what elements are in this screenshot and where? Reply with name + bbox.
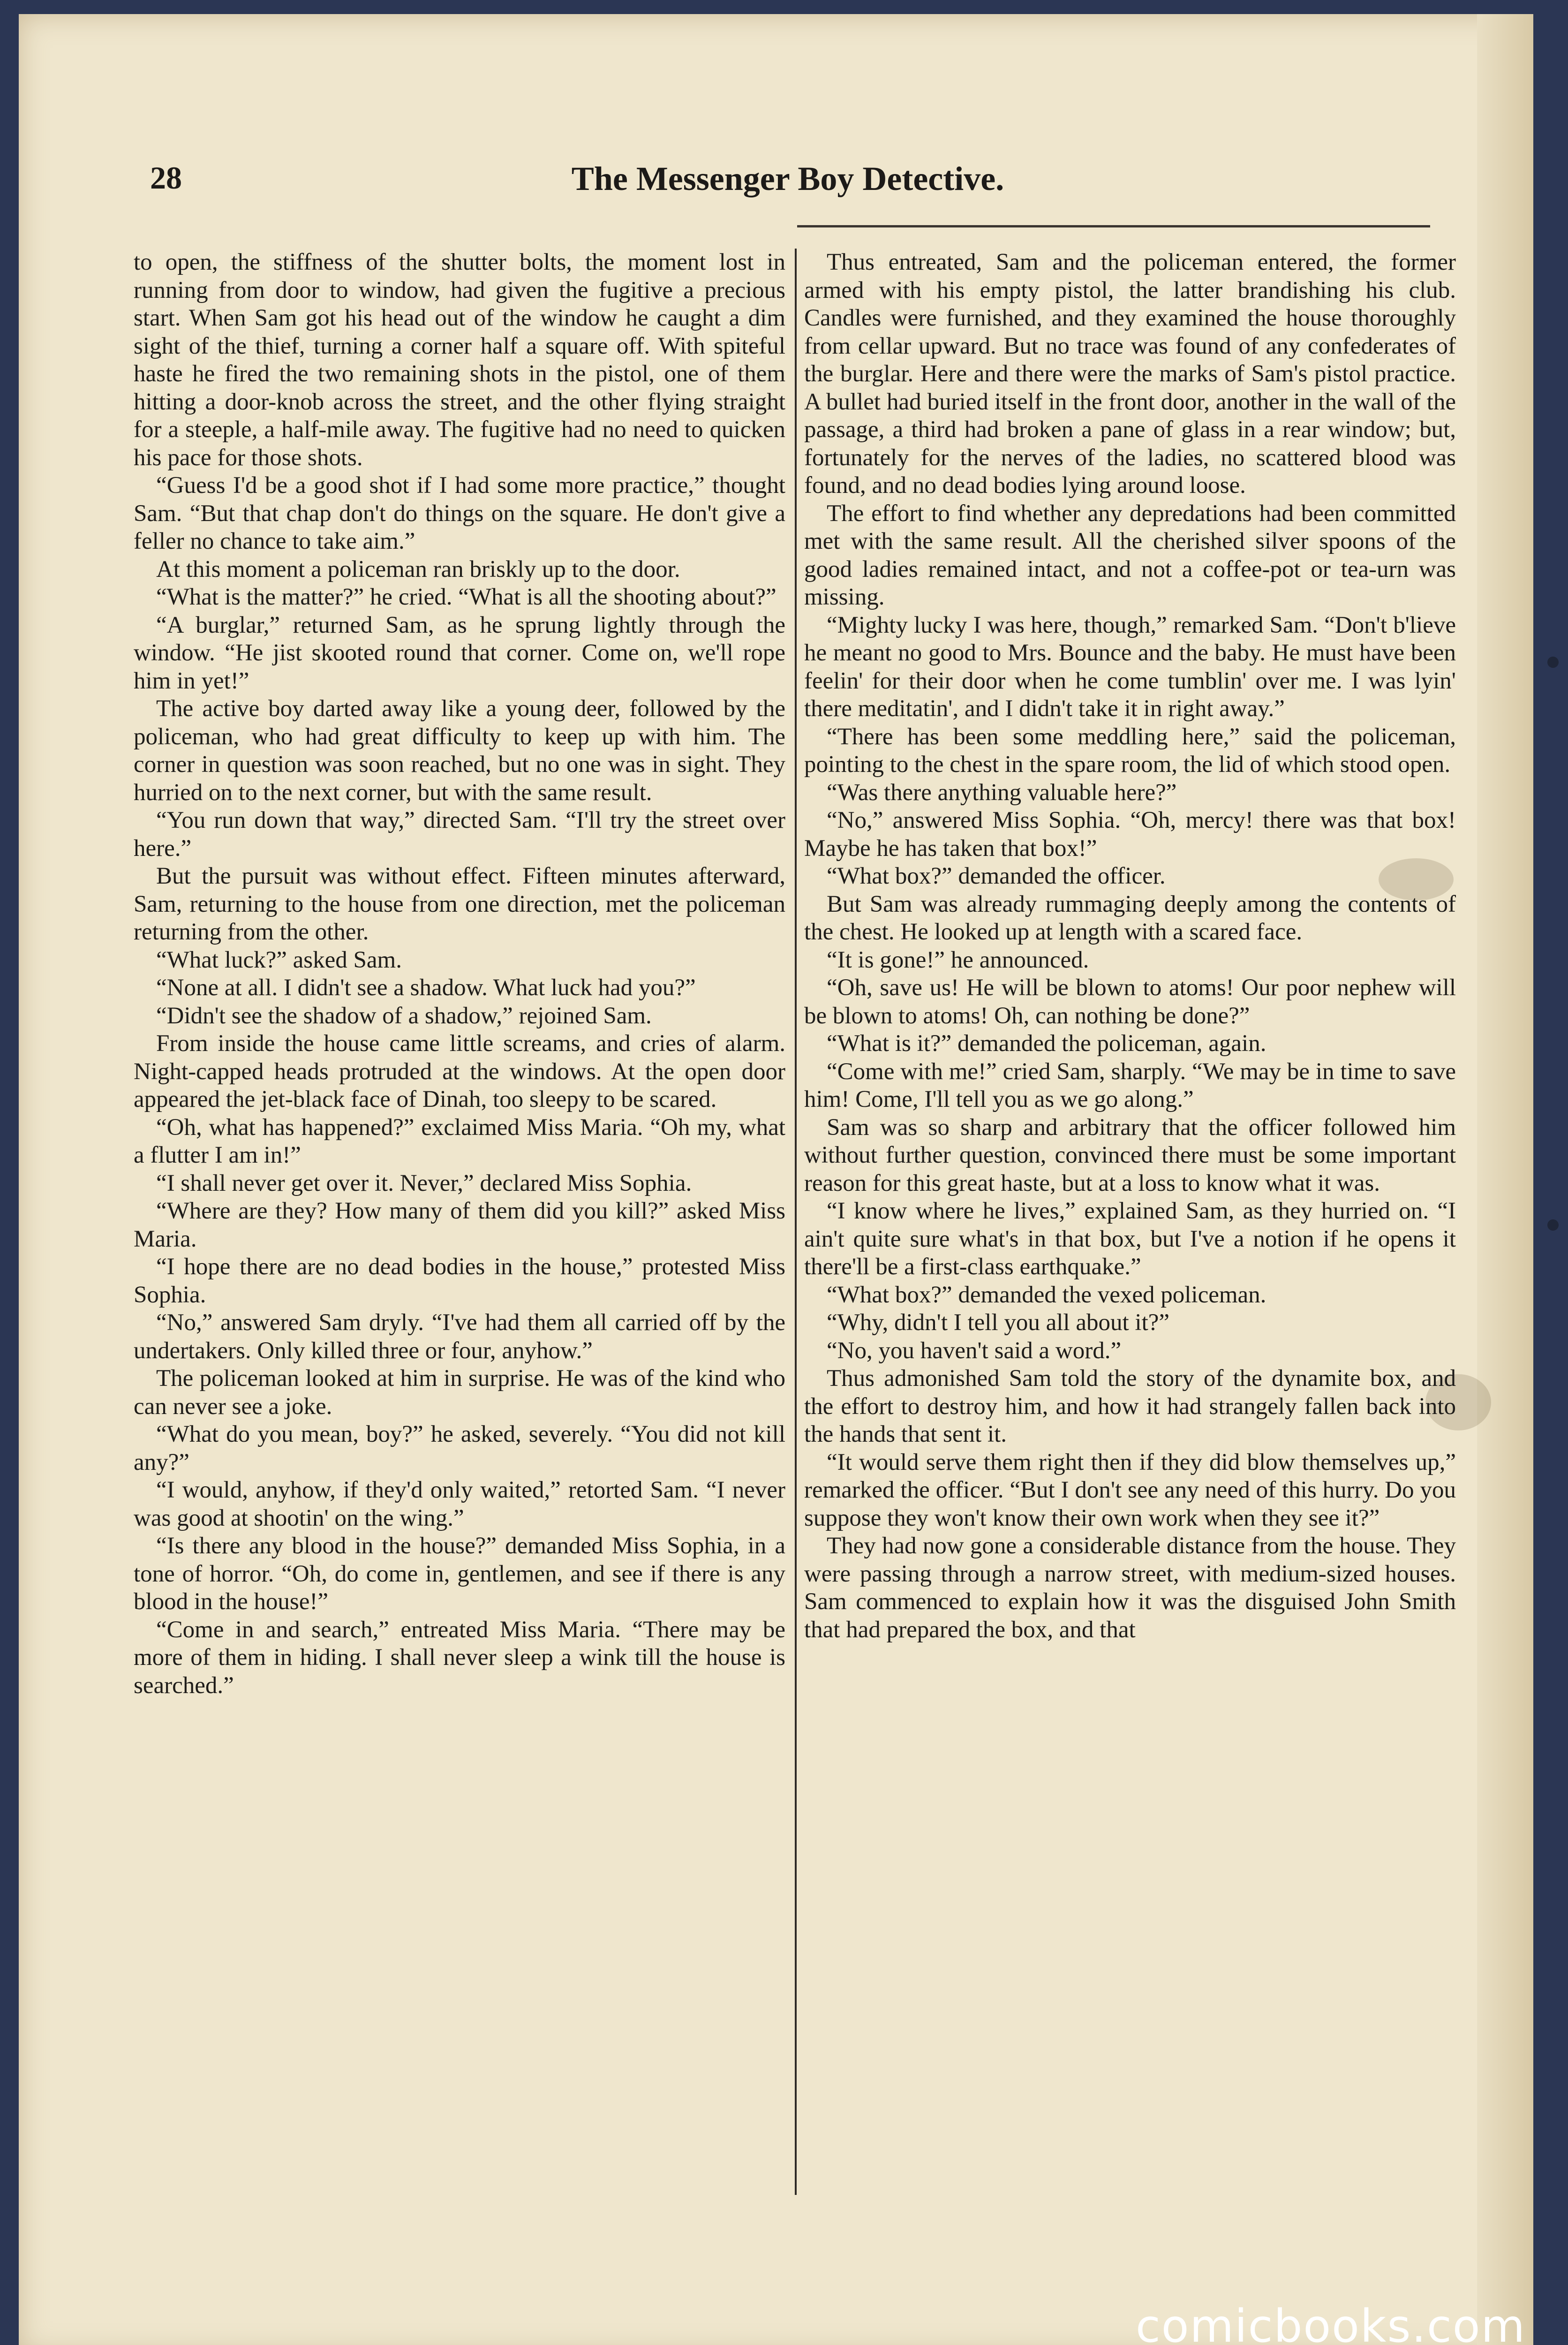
paragraph: “What do you mean, boy?” he asked, severely. “You did not kill any?” [134,1421,785,1475]
text-column-right [804,249,1456,1644]
column-divider [795,249,797,2195]
paragraph: “No, you haven't said a word.” [827,1337,1122,1364]
paragraph: “None at all. I didn't see a shadow. What luck had you?” [156,975,696,1001]
paragraph: “I hope there are no dead bodies in the house,” protested Miss Sophia. [134,1254,785,1308]
paragraph: “Didn't see the shadow of a shadow,” rejoined Sam. [156,1002,652,1029]
paragraph: “Guess I'd be a good shot if I had some more practice,” thought Sam. “But that chap don't do things on the square. He don't give a feller no chance to take aim.” [134,472,785,554]
paragraph: They had now gone a considerable distance from the house. They were passing through a narrow street, with medium-sized houses. Sam commenced to explain how it was the disguised John Smith that had prepared the box, and that [804,1533,1456,1643]
paragraph: “No,” answered Sam dryly. “I've had them all carried off by the undertakers. Only killed three or four, anyhow.” [134,1309,785,1364]
paragraph: “No,” answered Miss Sophia. “Oh, mercy! there was that box! Maybe he has taken that box!” [804,807,1456,862]
paragraph: to open, the stiffness of the shutter bolts, the moment lost in running from door to window, had given the fugitive a precious start. When Sam got his head out of the window he caught a dim sight of the thief, turning a corner half a square off. With spiteful haste he fired the two remaining shots in the pistol, one of them hitting a door-knob across the street, and the other flying straight for a steeple, a half-mile away. The fugitive had no need to quicken his pace for those shots. [134,249,785,471]
paragraph: “Mighty lucky I was here, though,” remarked Sam. “Don't b'lieve he meant no good to Mrs. Bounce and the baby. He must have been feelin' for their door when he come tumblin' over me. I was lyin' there meditatin', and I didn't take it in right away.” [804,612,1456,722]
binding-hole [1547,1219,1559,1231]
paragraph: But the pursuit was without effect. Fifteen minutes afterward, Sam, returning to the house from one direction, met the policeman returning from the other. [134,863,785,945]
paragraph: “Come with me!” cried Sam, sharply. “We may be in time to save him! Come, I'll tell you as we go along.” [804,1058,1456,1112]
paragraph: “Was there anything valuable here?” [827,779,1177,806]
site-watermark: comicbooks.com [1135,2300,1526,2345]
paragraph: “Where are they? How many of them did you kill?” asked Miss Maria. [134,1198,785,1252]
running-title: The Messenger Boy Detective. [571,160,1004,197]
paragraph: “I know where he lives,” explained Sam, as they hurried on. “I ain't quite sure what's in that box, but I've a notion if he opens it there'll be a first-class earthquake.” [804,1198,1456,1280]
paragraph: The active boy darted away like a young deer, followed by the policeman, who had great difficulty to keep up with him. The corner in question was soon reached, but no one was in sight. They hurried on to the next corner, but with the same result. [134,696,785,806]
paragraph: “Oh, what has happened?” exclaimed Miss Maria. “Oh my, what a flutter I am in!” [134,1114,785,1168]
page-number: 28 [150,160,182,196]
book-page [19,14,1533,2345]
paragraph: Thus entreated, Sam and the policeman entered, the former armed with his empty pistol, the latter brandishing his club. Candles were furnished, and they examined the house thoroughly from cellar upward. But no trace was found of any confederates of the burglar. Here and there were the marks of Sam's pistol practice. A bullet had buried itself in the front door, another in the wall of the passage, a third had broken a pane of glass in a rear window; but, fortunately for the nerves of the ladies, no scattered blood was found, and no dead bodies lying around loose. [804,249,1456,499]
page-edge [1477,14,1533,2345]
paragraph: “What luck?” asked Sam. [156,946,402,973]
text-column-left [134,249,785,1700]
paragraph: The policeman looked at him in surprise. He was of the kind who can never see a joke. [134,1365,785,1420]
paragraph: “What is it?” demanded the policeman, again. [827,1030,1266,1057]
paragraph: “What box?” demanded the officer. [827,863,1166,889]
paragraph: “It is gone!” he announced. [827,946,1089,973]
paragraph: The effort to find whether any depredations had been committed met with the same result. All the cherished silver spoons of the good ladies remained intact, and not a coffee-pot or tea-urn was missing. [804,500,1456,610]
paragraph: “Is there any blood in the house?” demanded Miss Sophia, in a tone of horror. “Oh, do come in, gentlemen, and see if there is any blood in the house!” [134,1533,785,1615]
header-rule [797,225,1430,227]
paragraph: “What is the matter?” he cried. “What is all the shooting about?” [156,584,776,610]
paragraph: “Why, didn't I tell you all about it?” [827,1309,1170,1336]
paragraph: “It would serve them right then if they did blow themselves up,” remarked the officer. “But I don't see any need of this hurry. Do you suppose they won't know their own work when they see it?” [804,1449,1456,1531]
paragraph: At this moment a policeman ran briskly up to the door. [156,556,680,582]
paragraph: “Oh, save us! He will be blown to atoms! Our poor nephew will be blown to atoms! Oh, can nothing be done?” [804,975,1456,1029]
paragraph: “I would, anyhow, if they'd only waited,” retorted Sam. “I never was good at shootin' on the wing.” [134,1477,785,1531]
binding-hole [1547,657,1559,668]
paragraph: Sam was so sharp and arbitrary that the officer followed him without further question, convinced there must be some important reason for this great haste, but at a loss to know what it was. [804,1114,1456,1196]
paragraph: Thus admonished Sam told the story of the dynamite box, and the effort to destroy him, and how it had strangely fallen back into the hands that sent it. [804,1365,1456,1447]
page-header [131,155,1444,206]
paragraph: From inside the house came little screams, and cries of alarm. Night-capped heads protruded at the windows. At the open door appeared the jet-black face of Dinah, too sleepy to be scared. [134,1030,785,1112]
paragraph: “You run down that way,” directed Sam. “I'll try the street over here.” [134,807,785,862]
paragraph: But Sam was already rummaging deeply among the contents of the chest. He looked up at length with a scared face. [804,891,1456,945]
paragraph: “There has been some meddling here,” said the policeman, pointing to the chest in the spare room, the lid of which stood open. [804,723,1456,778]
paragraph: “A burglar,” returned Sam, as he sprung lightly through the window. “He jist skooted round that corner. Come on, we'll rope him in yet!” [134,612,785,694]
paragraph: “I shall never get over it. Never,” declared Miss Sophia. [156,1170,692,1196]
paragraph: “What box?” demanded the vexed policeman. [827,1281,1266,1308]
paragraph: “Come in and search,” entreated Miss Maria. “There may be more of them in hiding. I shall never sleep a wink till the house is searched.” [134,1616,785,1699]
